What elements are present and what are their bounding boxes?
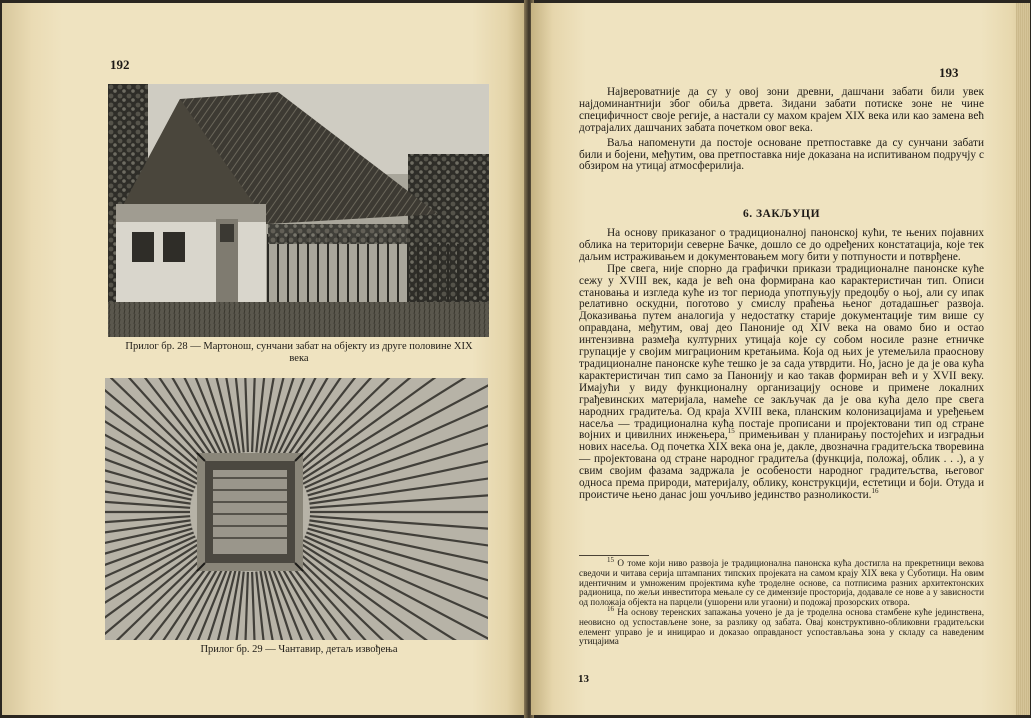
footnote-rule [579, 555, 649, 556]
left-page-number: 192 [110, 57, 130, 72]
intro-paragraph-1: Највероватније да су у овој зони древни, дашчани забати били увек најдоминантнији због обиља дрвета. Зидани забати потиске зоне не чине специфичност своје регије, а настали су махом крајем XIX века или као замена већ дотрајалих дашчаних забата почетком овог века. [579, 86, 984, 134]
figure-29-photo [105, 378, 488, 640]
signature-marker: 13 [578, 673, 589, 685]
footnote-ref-15: 15 [727, 427, 735, 436]
footnote-16 [579, 604, 985, 647]
right-leaf-edges [1016, 3, 1030, 715]
figure-29-caption: Прилог бр. 29 — Чантавир, детаљ извођења [200, 644, 398, 655]
footnote-mark-16: 16 [607, 604, 614, 613]
intro-paragraph-2: Ваља напоменути да постоје основане претпоставке да су сунчани забати били и бојени, међутим, ова претпоставка није доказана на испитиваном подручју с обзиром на утицај атмосферилија. [579, 136, 984, 173]
footnote-15 [579, 555, 984, 608]
right-page-number: 193 [939, 65, 959, 80]
figure-28-caption: Прилог бр. 28 — Мартонош, сунчани забат на објекту из друге половине XIX века [125, 341, 473, 364]
footnote-15-text: О томе који ниво развоја је традиционална панонска кућа достигла на прекретници векова сведочи и читава серија штампаних типских пројеката на самом крају XIX века у Суботици. На овим идентичним и умноженим пројектима куће троделне основе, са потписима разних архитектонских радионица, по жељи инвеститора мењале су се димензије просторија, додавале се нове а у зависности од положаја објекта на парцели (ушорени или угаони) и подожај прозорских отвора. [579, 558, 984, 608]
gable-detail-image [105, 378, 488, 640]
left-page [2, 3, 527, 715]
footnotes [579, 555, 985, 647]
conclusion-paragraph-2 [579, 264, 984, 502]
footnote-mark-15: 15 [607, 555, 614, 564]
conclusion-paragraph-2-text: Пре свега, није спорно да графички прикази традиционалне панонске куће сежу у XVIII век, када је већ она формирана као карактеристичан тип. Описи становања и изгледа куће из тог периода употпуњују предоџбу о њој, али су ипак релативно оскудни, поготово у смислу праћења њеног дотадашњег развоја. Доказивања путем аналогија у недостатку старије документације тим више су оправдана, међутим, овај део Паноније од XIV века на овамо био и остао интензивна размеђа културних утицаја које су собом носиле разне етничке групације у својим миграционим кретањима. Која од њих је утемељила праоснову традиционалне панонске куће тешко је за сада утврдити. Но, јасно је да је ова кућа карактеристичан тип само за Панонију и као такав формиран већ и у XVII веку. Имајући у виду функционалну организацију основе и примене локалних грађевинских материјала, намеће се закључак да је ова кућа дело пре свега народних градитеља. Од краја XVIII века, планским колонизацијама и уређењем насеља — традиционална кућа постаје прописани и пројектовани тип од стране војних и цивилних инжењера, [579, 262, 984, 442]
figure-28-photo [108, 84, 489, 337]
conclusion-paragraph-1: На основу приказаног о традиционалној панонској кући, те њених појавних облика на територији северне Бачке, дошло се до одређених констатација, које тек даљим истраживањем и документовањем могу бити у потпуности и потврђене. [579, 227, 984, 263]
footnote-ref-16: 16 [871, 487, 879, 496]
house-photo-image [108, 84, 489, 337]
intro-text [579, 87, 984, 173]
conclusion-paragraph-2-continued: примењиван у планирању постојећих и изградњи нових насеља. Од почетка XIX века она је, дакле, двозначна градитељска творевина — пројектована од стране народног градитеља (функција, положај, облик . . .), а у свим својим фазама задржала је особености народног градитељства, његовог односа према природи, материјалу, облику, конструкцији, естетици и боји. Отуда и проистиче њено данас још уочљиво јединство разноликости. [579, 429, 984, 501]
conclusion-text [579, 228, 984, 502]
section-heading: 6. ЗАКЉУЦИ [742, 208, 821, 220]
right-page [531, 3, 1028, 715]
footnote-16-text: На основу теренских запажања уочено је да је троделна основа стамбене куће јединствена, неовисно од успостављене зоне, за разлику од забата. Овај конструктивно-обликовни градитељски елемент управо је и иницирао и доказао оправданост успостављања зона у складу са наведеним утицајима [579, 606, 985, 647]
